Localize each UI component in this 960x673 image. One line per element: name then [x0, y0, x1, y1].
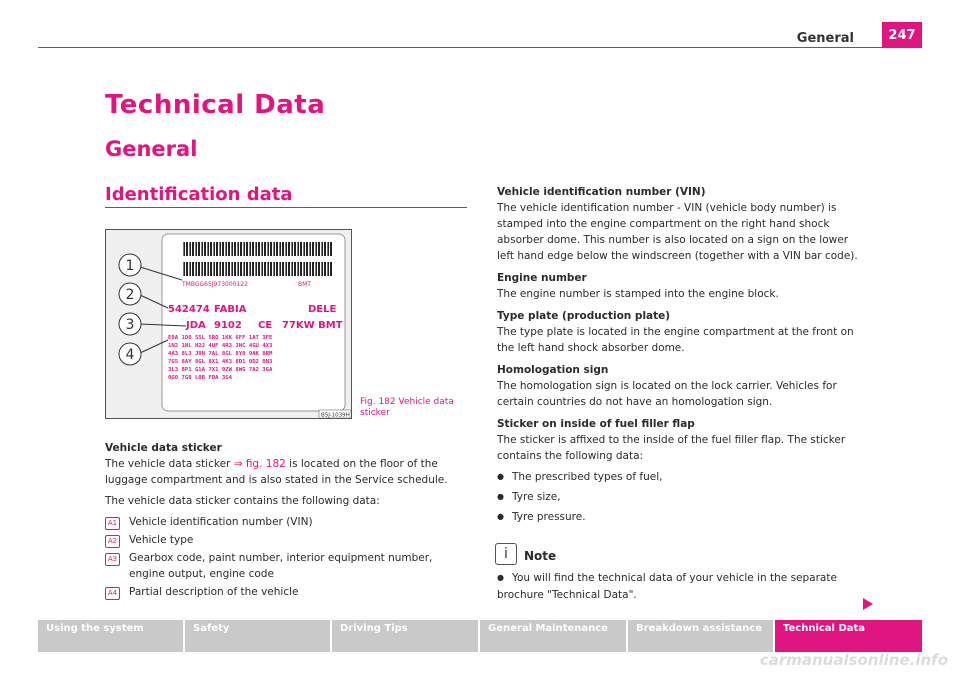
- sticker-code-line: 0G0 7G0 L0B FDA 3S4: [168, 375, 232, 381]
- sticker-contents-intro: The vehicle data sticker contains the following data:: [105, 495, 380, 507]
- paragraph-text: The vehicle data sticker: [105, 458, 234, 470]
- figure-reference-link[interactable]: ⇒ fig. 182: [233, 458, 286, 470]
- note-heading: Note: [524, 549, 557, 563]
- figure-ref-code: B5J-1039H: [321, 412, 350, 418]
- note-icon: i: [495, 543, 517, 565]
- sticker-items-list: [105, 514, 465, 600]
- list-item-text: Gearbox code, paint number, interior equipment number, engine output, engine code: [129, 552, 433, 580]
- running-header-title: General: [796, 31, 854, 46]
- right-column: [497, 184, 859, 526]
- fuel-flap-paragraph: The sticker is affixed to the inside of the fuel filler flap. The sticker contains the following data:: [497, 434, 846, 462]
- tab-using-the-system[interactable]: Using the system: [38, 620, 183, 652]
- sticker-subheading: Vehicle data sticker: [105, 442, 222, 454]
- callout-badge: A4: [105, 587, 120, 600]
- list-item: [105, 514, 465, 530]
- subsection-rule: [105, 207, 467, 208]
- subsection-heading: Identification data: [105, 184, 293, 205]
- tab-technical-data[interactable]: Technical Data: [775, 620, 922, 652]
- plate-subheading: Type plate (production plate): [497, 310, 671, 322]
- header-rule: [38, 47, 922, 48]
- list-item: ● Tyre pressure.: [497, 509, 859, 526]
- engine-subheading: Engine number: [497, 272, 587, 284]
- note-text: ● You will find the technical data of your vehicle in the separate brochure "Technical Data".: [497, 570, 859, 603]
- tab-breakdown-assistance[interactable]: Breakdown assistance: [628, 620, 773, 652]
- list-item: ● Tyre size,: [497, 489, 859, 506]
- chapter-navigation-footer: [38, 620, 922, 652]
- sticker-row1-b: FABIA: [214, 304, 247, 315]
- list-item: [105, 584, 465, 600]
- sticker-row2-c: CE: [258, 320, 273, 331]
- homologation-paragraph: The homologation sign is located on the lock carrier. Vehicles for certain countries do not have an homologation sign.: [497, 380, 837, 408]
- list-item-text: Vehicle identification number (VIN): [129, 516, 313, 528]
- list-item: [105, 550, 465, 582]
- figure-caption: Fig. 182 Vehicle data sticker: [360, 397, 454, 418]
- fuel-bullet-list: [497, 469, 859, 526]
- chapter-heading: Technical Data: [105, 90, 326, 120]
- callout-badge: A3: [105, 553, 120, 566]
- list-item-text: Partial description of the vehicle: [129, 586, 299, 598]
- list-item: [105, 532, 465, 548]
- sticker-row1-c: DELE: [308, 304, 337, 315]
- sticker-bmt: BMT: [298, 281, 311, 288]
- engine-paragraph: The engine number is stamped into the engine block.: [497, 288, 779, 300]
- sticker-code-line: E0A 1D0 S5L 5RQ 1KK 6FF 1AT 3FE: [168, 335, 273, 341]
- list-item-text: Vehicle type: [129, 534, 194, 546]
- sticker-row2-b: 9102: [214, 320, 242, 331]
- tab-safety[interactable]: Safety: [185, 620, 330, 652]
- sticker-code-line: 4A3 8L3 J0N 7AL 8GL 8Y0 9AK 8RM: [168, 351, 273, 357]
- homologation-subheading: Homologation sign: [497, 364, 609, 376]
- tab-driving-tips[interactable]: Driving Tips: [332, 620, 478, 652]
- sticker-illustration: [106, 230, 351, 418]
- callout-4: 4: [125, 347, 135, 363]
- callout-3: 3: [125, 317, 135, 333]
- watermark: carmanualsonline.info: [759, 651, 948, 669]
- section-heading: General: [105, 137, 198, 161]
- sticker-paragraph: [105, 456, 465, 488]
- sticker-vin: TMBGG65J973000122: [182, 281, 248, 288]
- sticker-row1-a: 542474: [168, 304, 210, 315]
- callout-2: 2: [125, 287, 135, 303]
- sticker-row2-a: JDA: [186, 320, 206, 331]
- sticker-row2-d: 77KW BMT: [282, 320, 343, 331]
- next-page-arrow-icon[interactable]: [862, 598, 874, 610]
- paragraph-text: is located on the floor of the luggage compartment and is also stated in the Service schedule.: [105, 458, 448, 486]
- callout-badge: A1: [105, 517, 120, 530]
- vehicle-data-sticker-figure: [105, 229, 352, 419]
- callout-badge: A2: [105, 535, 120, 548]
- vin-paragraph: The vehicle identification number - VIN (vehicle body number) is stamped into the engine compartment on the right hand shock absorber dome. This number is also located on a sign on the lower left hand edge below the windscreen (together with a VIN bar code).: [497, 202, 858, 262]
- list-item: ● The prescribed types of fuel,: [497, 469, 859, 486]
- vin-subheading: Vehicle identification number (VIN): [497, 186, 706, 198]
- left-column: [105, 440, 465, 600]
- page-number: 247: [882, 22, 922, 47]
- sticker-code-line: 1N2 1NL H2J 4UF 4R3 3NC 4GU 4X3: [168, 343, 273, 349]
- tab-general-maintenance[interactable]: General Maintenance: [480, 620, 626, 652]
- callout-1: 1: [125, 258, 135, 274]
- fuel-flap-subheading: Sticker on inside of fuel filler flap: [497, 418, 695, 430]
- sticker-code-line: 7G5 8AY 8GL 8X1 4K3 8D1 0D2 0N3: [168, 359, 273, 365]
- plate-paragraph: The type plate is located in the engine compartment at the front on the left hand shock absorber dome.: [497, 326, 854, 354]
- sticker-code-line: 3L3 8P1 G1A 7X1 9ZW 8WG 7A2 3GA: [168, 367, 273, 373]
